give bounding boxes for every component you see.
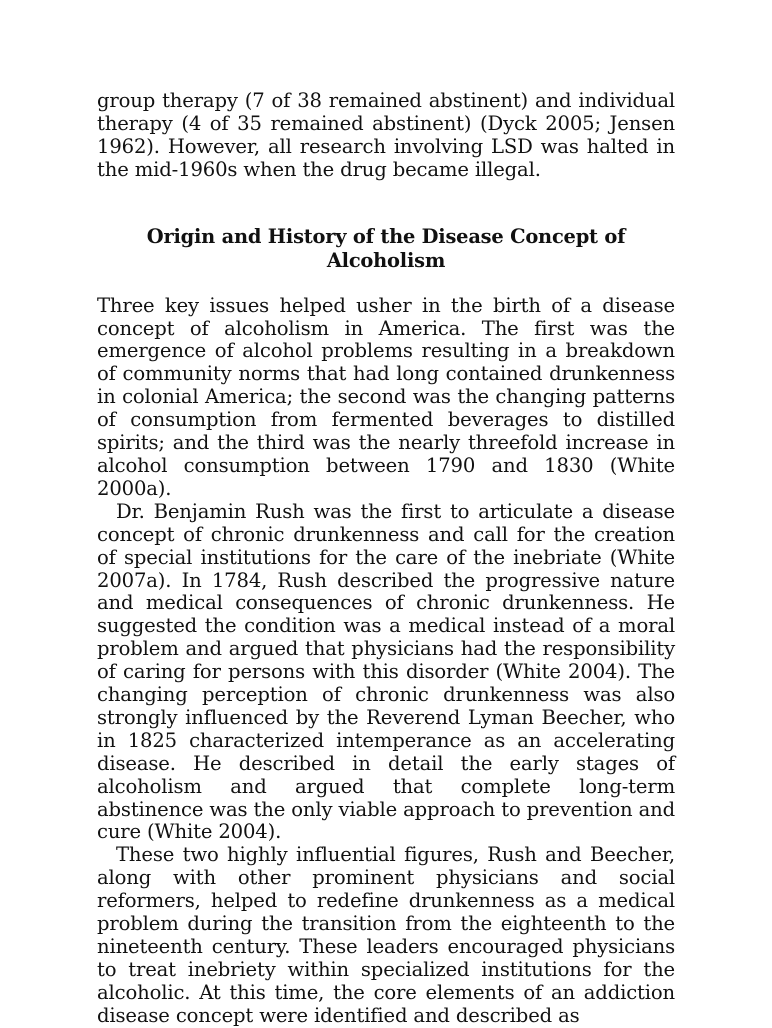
section-heading: Origin and History of the Disease Concept of Alcoholism	[146, 224, 626, 272]
paragraph-lsd-research: group therapy (7 of 38 remained abstinent) and individual therapy (4 of 35 remained abstinent) (Dyck 2005; Jensen 1962). However, all research involving LSD was halted in the mid-1960s when the drug became illegal.	[97, 89, 675, 181]
document-page	[97, 90, 675, 1028]
paragraph-benjamin-rush: Dr. Benjamin Rush was the first to articulate a disease concept of chronic drunkenness and call for the creation of special institutions for the care of the inebriate (White 2007a). In 1784, Rush described the progressive nature and medical consequences of chronic drunkenness. He suggested the condition was a medical instead of a moral problem and argued that physicians had the responsibility of caring for persons with this disorder (White 2004). The changing perception of chronic drunkenness was also strongly influenced by the Reverend Lyman Beecher, who in 1825 characterized intemperance as an accelerating disease. He described in detail the early stages of alcoholism and argued that complete long-term abstinence was the only viable approach to prevention and cure (White 2004).	[97, 499, 675, 844]
paragraph-key-issues: Three key issues helped usher in the birth of a disease concept of alcoholism in America. The first was the emergence of alcohol problems resulting in a breakdown of community norms that had long contained drunkenness in colonial America; the second was the changing patterns of consumption from fermented beverages to distilled spirits; and the third was the nearly threefold increase in alcohol consumption between 1790 and 1830 (White 2000a).	[97, 293, 675, 500]
paragraph-influential-figures: These two highly influential figures, Rush and Beecher, along with other prominent physicians and social reformers, helped to redefine drunkenness as a medical problem during the transition from the eighteenth to the nineteenth century. These leaders encouraged physicians to treat inebriety within specialized institutions for the alcoholic. At this time, the core elements of an addiction disease concept were identified and described as	[97, 843, 675, 1027]
